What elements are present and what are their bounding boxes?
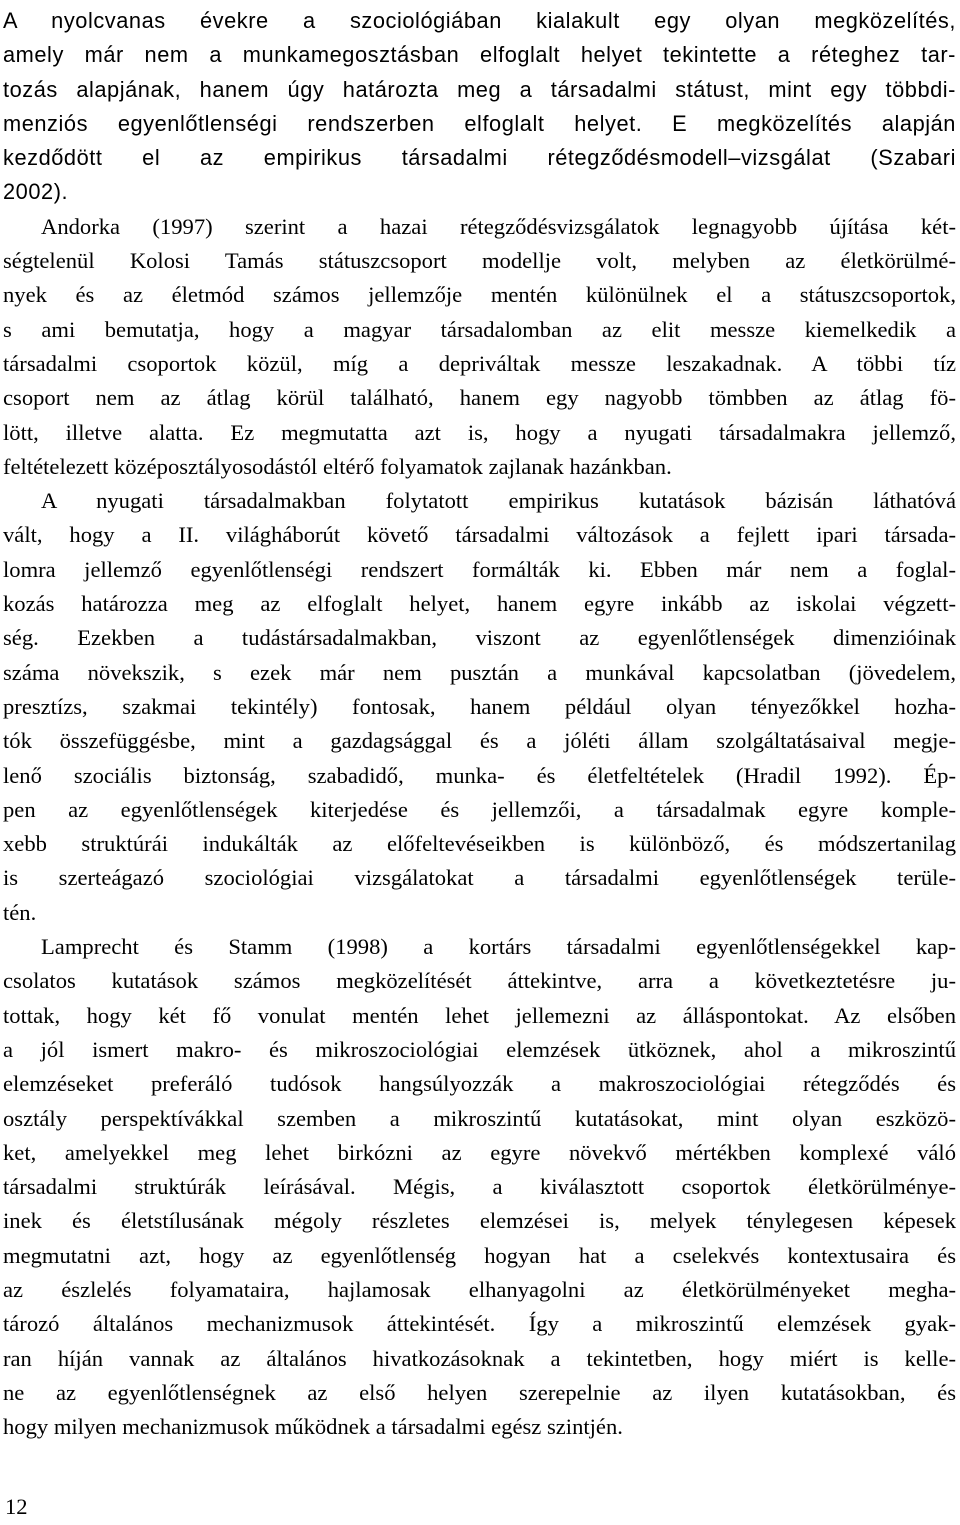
text-line: presztízs, szakmai tekintély) fontosak, hanem például olyan tényezőkkel hozha-	[3, 693, 956, 719]
page-number: 12	[5, 1494, 28, 1519]
text-line: tozás alapjának, hanem úgy határozta meg a társadalmi státust, mint egy többdi-	[3, 76, 956, 102]
text-line: a jól ismert makro- és mikroszociológiai elemzések ütköznek, ahol a mikroszintű	[3, 1036, 956, 1062]
text-line: xebb struktúrái indukálták az előfeltevéseikben is különböző, és módszertanilag	[3, 831, 956, 857]
text-line: 2002).	[3, 179, 69, 205]
text-line: ne az egyenlőtlenségnek az első helyen szerepelnie az ilyen kutatásokban, és	[3, 1379, 956, 1405]
text-line: hogy milyen mechanizmusok működnek a társadalmi egész szintjén.	[3, 1414, 623, 1440]
text-line: s ami bemutatja, hogy a magyar társadalomban az elit messze kiemelkedik a	[3, 316, 956, 342]
text-line: tén.	[3, 899, 37, 925]
paragraph-3	[3, 484, 956, 930]
text-line: ket, amelyekkel meg lehet birkózni az egyre növekvő mértékben komplexé váló	[3, 1139, 956, 1165]
text-line: A nyolcvanas évekre a szociológiában kialakult egy olyan megközelítés,	[3, 8, 956, 33]
text-line: társadalmi csoportok közül, míg a depriváltak messze leszakadnak. A többi tíz	[3, 350, 956, 376]
text-line: az észlelés folyamataira, hajlamosak elhanyagolni az életkörülményeket megha-	[3, 1276, 956, 1302]
text-line: A nyugati társadalmakban folytatott empirikus kutatások bázisán láthatóvá	[41, 488, 956, 514]
text-line: menziós egyenlőtlenségi rendszerben elfoglalt helyet. E megközelítés alapján	[3, 110, 956, 136]
text-line: ség. Ezekben a tudástársadalmakban, viszont az egyenlőtlenségek dimenzióinak	[3, 625, 956, 651]
text-line: lomra jellemző egyenlőtlenségi rendszert formálták ki. Ebben már nem a foglal-	[3, 556, 956, 582]
text-line: ségtelenül Kolosi Tamás státuszcsoport modellje volt, melyben az életkörülmé-	[3, 248, 956, 274]
text-line: tottak, hogy két fő vonulat mentén lehet jellemezni az álláspontokat. Az elsőben	[3, 1002, 956, 1028]
text-line: amely már nem a munkamegosztásban elfoglalt helyet tekintette a réteghez tar-	[3, 42, 956, 68]
text-line: csolatos kutatások számos megközelítését áttekintve, arra a következtetésre ju-	[3, 968, 956, 994]
text-line: kezdődött el az empirikus társadalmi rétegződésmodell–vizsgálat (Szabari	[3, 145, 956, 171]
text-line: elemzéseket preferáló tudósok hangsúlyozzák a makroszociológiai rétegződés és	[3, 1071, 956, 1097]
text-line: pen az egyenlőtlenségek kiterjedése és jellemzői, a társadalmak egyre komple-	[3, 796, 956, 822]
paragraph-4	[3, 930, 956, 1444]
page-body	[3, 4, 956, 1444]
text-line: Lamprecht és Stamm (1998) a kortárs társadalmi egyenlőtlenségekkel kap-	[41, 934, 956, 960]
text-line: is szerteágazó szociológiai vizsgálatokat a társadalmi egyenlőtlenségek terüle-	[3, 865, 956, 891]
text-line: nyek és az életmód számos jellemzője mentén különülnek el a státuszcsoportok,	[3, 282, 956, 308]
paragraph-2	[3, 210, 956, 484]
text-line: ran híján vannak az általános hivatkozásoknak a tekintetben, hogy miért is kelle-	[3, 1345, 956, 1371]
text-line: feltételezett középosztályosodástól eltérő folyamatok zajlanak hazánkban.	[3, 453, 672, 479]
text-line: Andorka (1997) szerint a hazai rétegződésvizsgálatok legnagyobb újítása két-	[41, 213, 956, 239]
text-line: lött, illetve alatta. Ez megmutatta azt is, hogy a nyugati társadalmakra jellemző,	[3, 419, 956, 445]
text-line: kozás határozza meg az elfoglalt helyet, hanem egyre inkább az iskolai végzett-	[3, 591, 956, 617]
paragraph-1	[3, 4, 956, 210]
text-line: tározó általános mechanizmusok áttekintését. Így a mikroszintű elemzések gyak-	[3, 1311, 956, 1337]
text-line: társadalmi struktúrák leírásával. Mégis, a kiválasztott csoportok életkörülménye-	[3, 1174, 956, 1200]
text-line: lenő szociális biztonság, szabadidő, munka- és életfeltételek (Hradil 1992). Ép-	[3, 762, 956, 788]
text-line: osztály perspektívákkal szemben a mikroszintű kutatásokat, mint olyan eszközö-	[3, 1105, 956, 1131]
text-line: vált, hogy a II. világháborút követő társadalmi változások a fejlett ipari társada-	[3, 522, 956, 548]
text-line: csoport nem az átlag körül található, hanem egy nagyobb tömbben az átlag fö-	[3, 385, 956, 411]
text-line: inek és életstílusának mégoly részletes elemzései is, melyek ténylegesen képesek	[3, 1208, 956, 1234]
text-line: száma növekszik, s ezek már nem pusztán a munkával kapcsolatban (jövedelem,	[3, 659, 956, 685]
text-line: megmutatni azt, hogy az egyenlőtlenség hogyan hat a cselekvés kontextusaira és	[3, 1242, 956, 1268]
text-line: tók összefüggésbe, mint a gazdagsággal és a jóléti állam szolgáltatásaival megje-	[3, 728, 956, 754]
